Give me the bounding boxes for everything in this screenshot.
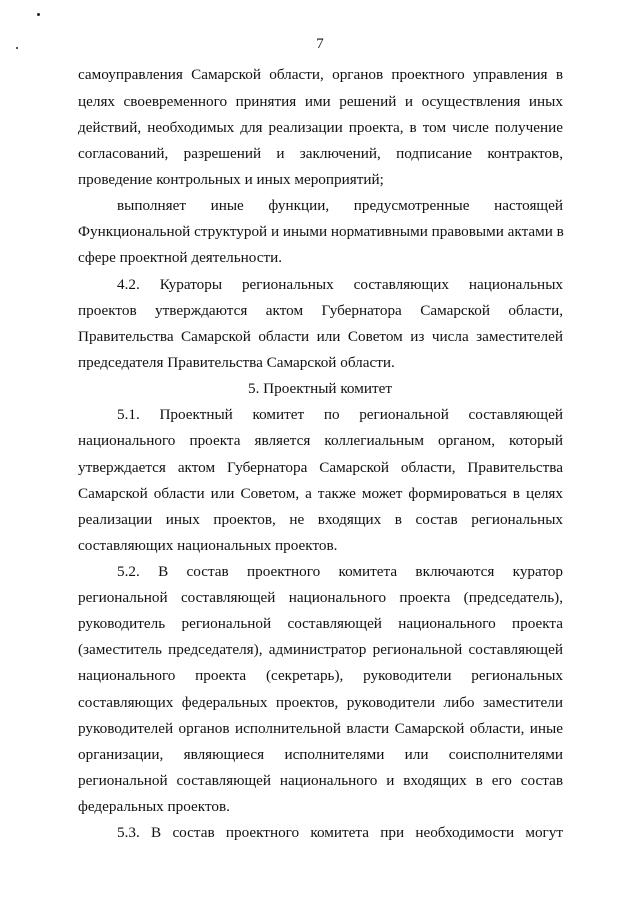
text-line: сфере проектной деятельности. <box>78 249 283 266</box>
text-line: целях своевременного принятия ими решений и осуществления иных <box>78 93 563 110</box>
paragraph-start-line: 5.3. В состав проектного комитета при необходимости могут <box>117 824 563 841</box>
text-line: руководителей органов исполнительной власти Самарской области, иные <box>78 720 563 737</box>
text-line: действий, необходимых для реализации проекта, в том числе получение <box>78 119 563 136</box>
text-line: Функциональной структурой и иными нормативными правовыми актами в <box>78 223 564 240</box>
text-line: составляющих национальных проектов. <box>78 537 338 554</box>
text-line: согласований, разрешений и заключений, подписание контрактов, <box>78 145 563 162</box>
text-line: составляющих федеральных проектов, руководители либо заместители <box>78 694 563 711</box>
text-line: проведение контрольных и иных мероприятий; <box>78 171 384 188</box>
text-line: самоуправления Самарской области, органов проектного управления в <box>78 66 563 83</box>
text-line: проектов утверждаются актом Губернатора Самарской области, <box>78 302 563 319</box>
paragraph-start-line: выполняет иные функции, предусмотренные настоящей <box>117 197 563 214</box>
text-line: (заместитель председателя), администратор региональной составляющей <box>78 641 563 658</box>
paragraph-start-line: 4.2. Кураторы региональных составляющих национальных <box>117 276 563 293</box>
text-line: региональной составляющей национального и входящих в его состав <box>78 772 563 789</box>
paragraph-start-line: 5.2. В состав проектного комитета включаются куратор <box>117 563 563 580</box>
scan-speck <box>37 13 40 16</box>
paragraph-start-line: 5.1. Проектный комитет по региональной составляющей <box>117 406 563 423</box>
text-line: федеральных проектов. <box>78 798 230 815</box>
text-line: национального проекта (секретарь), руководители региональных <box>78 667 563 684</box>
section-heading: 5. Проектный комитет <box>247 380 392 397</box>
text-line: руководитель региональной составляющей национального проекта <box>78 615 563 632</box>
text-line: председателя Правительства Самарской области. <box>78 354 395 371</box>
text-line: утверждается актом Губернатора Самарской области, Правительства <box>78 459 563 476</box>
text-line: национального проекта является коллегиальным органом, который <box>78 432 563 449</box>
text-line: организации, являющиеся исполнителями или соисполнителями <box>78 746 563 763</box>
text-line: Правительства Самарской области или Советом из числа заместителей <box>78 328 563 345</box>
text-line: региональной составляющей национального проекта (председатель), <box>78 589 563 606</box>
text-line: реализации иных проектов, не входящих в состав региональных <box>78 511 563 528</box>
page-number: 7 <box>316 36 324 52</box>
text-line: Самарской области или Советом, а также может формироваться в целях <box>78 485 563 502</box>
